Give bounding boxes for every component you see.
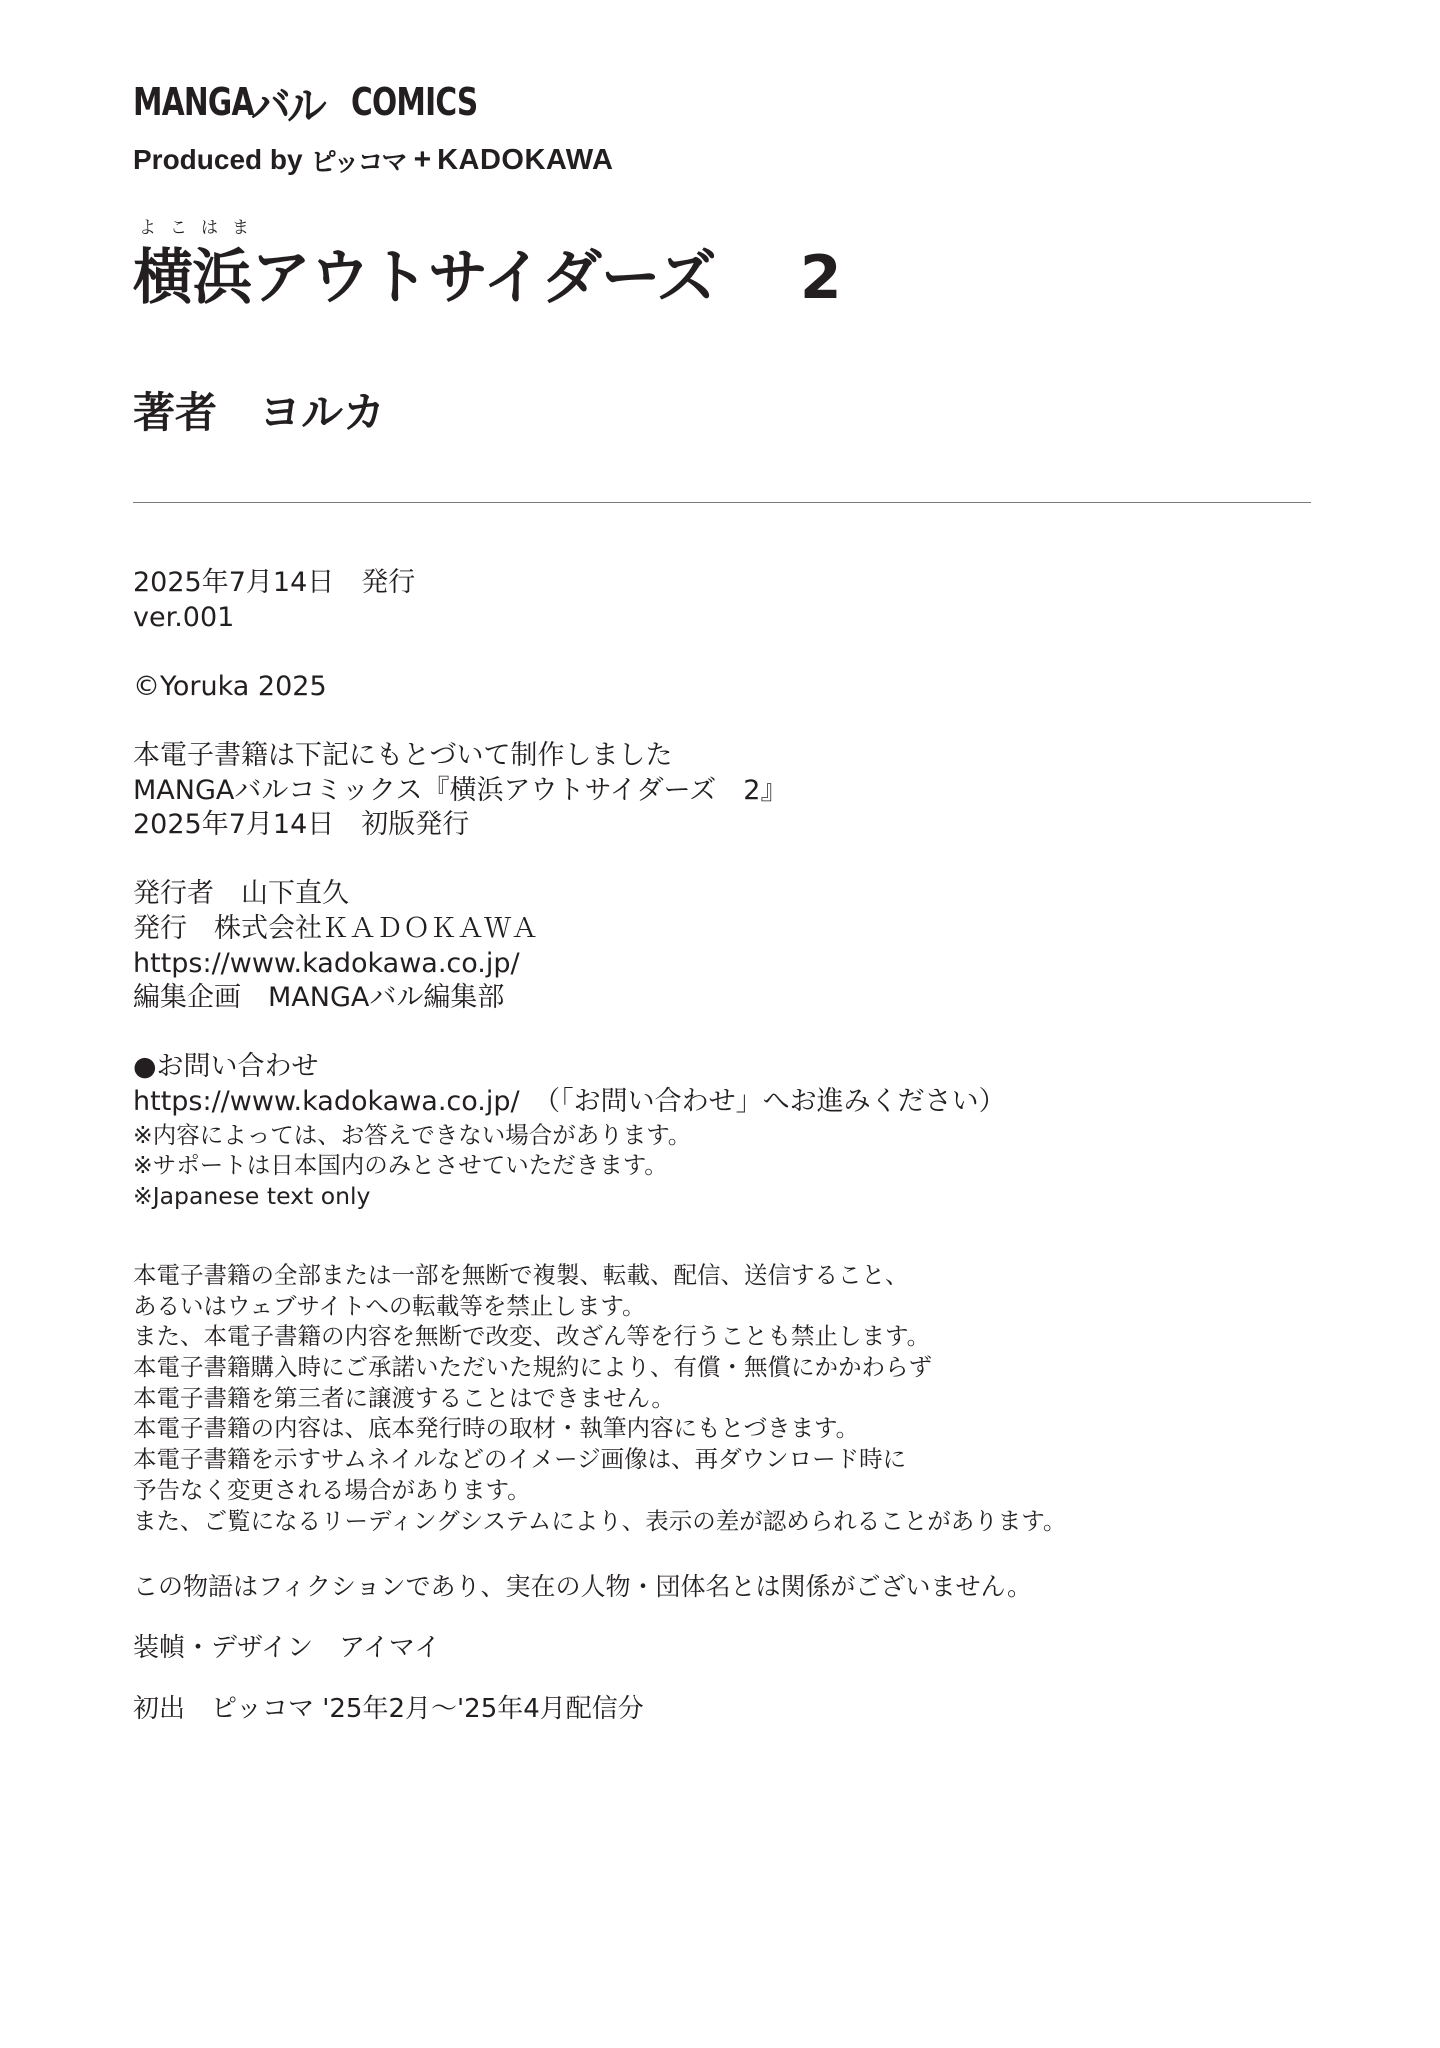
- inquiry-note: ※内容によっては、お答えできない場合があります。: [133, 1120, 692, 1149]
- legal-notice: [133, 1260, 1313, 1536]
- logo-comics-text: COMICS: [351, 80, 478, 124]
- legal-line: あるいはウェブサイトへの転載等を禁止します。: [133, 1291, 646, 1320]
- book-title: [133, 230, 841, 316]
- source-date: 2025年7月14日 初版発行: [133, 809, 470, 841]
- version: ver.001: [133, 601, 235, 633]
- fiction-notice: この物語はフィクションであり、実在の人物・団体名とは関係がございません。: [133, 1572, 1033, 1601]
- legal-line: 予告なく変更される場合があります。: [133, 1475, 531, 1504]
- logo-bal-text: バル: [251, 81, 323, 132]
- legal-line: 本電子書籍の内容は、底本発行時の取材・執筆内容にもとづきます。: [133, 1414, 860, 1443]
- book-title-text: 横浜アウトサイダーズ: [133, 243, 716, 313]
- credits: [133, 1570, 1313, 1726]
- produced-by-line: [133, 140, 613, 180]
- source-note: 本電子書籍は下記にもとづいて制作しました: [133, 739, 673, 771]
- piccoma-logo: ピッコマ: [310, 147, 406, 178]
- design-credit: 装幀・デザイン アイマイ: [133, 1633, 441, 1663]
- source-title: MANGAバルコミックス『横浜アウトサイダーズ 2』: [133, 774, 788, 806]
- inquiry-note: ※サポートは日本国内のみとさせていただきます。: [133, 1151, 668, 1180]
- legal-line: 本電子書籍を示すサムネイルなどのイメージ画像は、再ダウンロード時に: [133, 1445, 907, 1474]
- colophon-page: [133, 0, 1313, 2048]
- publisher-company: 発行 株式会社ＫＡＤＯＫＡＷＡ: [133, 912, 538, 944]
- legal-line: 本電子書籍購入時にご承諾いただいた規約により、有償・無償にかかわらず: [133, 1353, 932, 1382]
- publisher-url[interactable]: https://www.kadokawa.co.jp/: [133, 947, 520, 979]
- inquiry-heading: ●お問い合わせ: [133, 1051, 319, 1083]
- publish-date: 2025年7月14日 発行: [133, 567, 416, 598]
- author-label: 著者: [133, 388, 218, 437]
- kadokawa-logo: KADOKAWA: [437, 143, 614, 176]
- author-name: ヨルカ: [259, 388, 386, 437]
- volume-number: 2: [799, 243, 841, 313]
- copyright: ©Yoruka 2025: [133, 670, 327, 702]
- title-ruby: よこはま: [139, 218, 263, 238]
- author-line: [133, 380, 385, 440]
- first-appearance: 初出 ピッコマ '25年2月～'25年4月配信分: [133, 1694, 644, 1724]
- editorial-dept: 編集企画 MANGAバル編集部: [133, 982, 505, 1014]
- logo-manga-text: MANGA: [133, 80, 254, 124]
- inquiry-note: ※Japanese text only: [133, 1182, 371, 1211]
- produced-by-label: Produced by: [133, 144, 303, 175]
- legal-line: 本電子書籍を第三者に譲渡することはできません。: [133, 1383, 675, 1412]
- legal-line: また、本電子書籍の内容を無断で改変、改ざん等を行うことも禁止します。: [133, 1322, 931, 1351]
- inquiry-notes: [133, 1120, 1313, 1212]
- manga-bal-comics-logo: [133, 76, 478, 132]
- legal-line: 本電子書籍の全部または一部を無断で複製、転載、配信、送信すること、: [133, 1261, 909, 1289]
- colophon-details: [133, 566, 1313, 1212]
- inquiry-url[interactable]: https://www.kadokawa.co.jp/ （「お問い合わせ」へお進みください）: [133, 1085, 1006, 1117]
- issuer: 発行者 山下直久: [133, 878, 349, 910]
- legal-line: また、ご覧になるリーディングシステムにより、表示の差が認められることがあります。: [133, 1506, 1067, 1535]
- plus-sign: +: [413, 143, 432, 176]
- divider: [133, 502, 1311, 503]
